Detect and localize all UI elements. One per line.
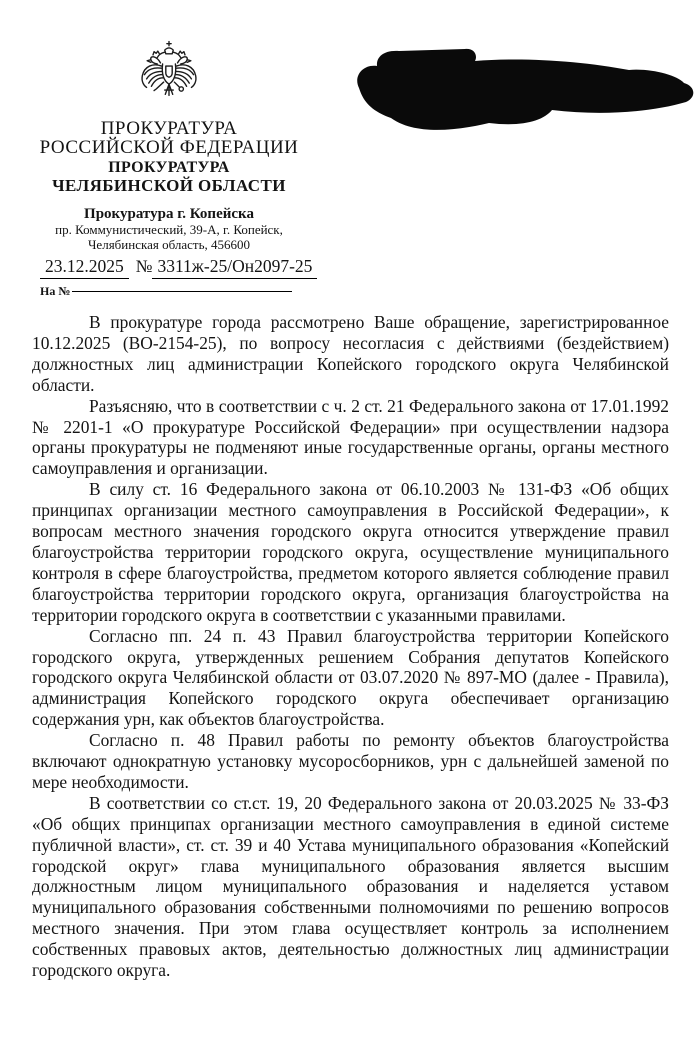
body-paragraph: В прокуратуре города рассмотрено Ваше обращение, зарегистрированное 10.12.2025 (ВО-2154-25), по вопросу несогласия с действиями (бездействием) должностных лиц администрации Копейского городского округа Челябинской области. — [32, 312, 669, 395]
org-name-line-1: ПРОКУРАТУРА — [100, 118, 238, 139]
org-name-line-3: ПРОКУРАТУРА — [108, 159, 230, 176]
ref-underline — [72, 281, 292, 292]
address-line-1: пр. Коммунистический, 39-А, г. Копейск, — [55, 222, 283, 237]
body-paragraph: Разъясняю, что в соответствии с ч. 2 ст. 21 Федерального закона от 17.01.1992 № 2201-1 «О прокуратуре Российской Федерации» при осуществлении надзора органы прокуратуры не подменяют иные государственные органы, органы местного самоуправления и организации. — [32, 395, 669, 479]
coat-of-arms-icon — [28, 36, 310, 112]
org-name-line-2: РОССИЙСКОЙ ФЕДЕРАЦИИ — [39, 137, 299, 158]
doc-number-field: 3311ж-25/Он2097-25 — [152, 256, 317, 279]
body-paragraph: Согласно п. 48 Правил работы по ремонту объектов благоустройства включают однократную установку мусоросборников, урн с дальнейшей заменой по мере необходимости. — [32, 730, 669, 792]
ref-number-row — [40, 280, 292, 298]
redaction-mark — [347, 44, 699, 136]
date-field: 23.12.2025 — [40, 256, 129, 279]
body-paragraph: В силу ст. 16 Федерального закона от 06.10.2003 № 131-ФЗ «Об общих принципах организации местного самоуправления в Российской Федерации», к вопросам местного значения городского округа относится утверждение правил благоустройства территории городского округа, осуществление муниципального контроля в сфере благоустройства, предметом которого является соблюдение правил благоустройства территории городского округа, организация благоустройства на территории городского округа в соответствии с указанными правилами. — [32, 479, 669, 625]
office-name: Прокуратура г. Копейска — [84, 206, 254, 222]
body-paragraph: В соответствии со ст.ст. 19, 20 Федерального закона от 20.03.2025 № 33-ФЗ «Об общих принципах организации местного самоуправления в единой системе публичной власти», ст. ст. 39 и 40 Устава муниципального образования «Копейский городской округ» глава муниципального образования является высшим должностным лицом муниципального образования и наделяется уставом муниципального образования собственными полномочиями по решению вопросов местного значения. При этом глава осуществляет контроль за исполнением собственных правовых актов, деятельностью должностных лиц администрации городского округа. — [32, 792, 669, 981]
letter-body — [32, 312, 669, 981]
body-paragraph: Согласно пп. 24 п. 43 Правил благоустройства территории Копейского городского округа, утвержденных решением Собрания депутатов Копейского городского округа Челябинской области от 03.07.2020 № 897-МО (далее - Правила), администрация Копейского городского округа обеспечивает организацию содержания урн, как объектов благоустройства. — [32, 625, 669, 730]
letterhead — [28, 36, 310, 251]
org-name-line-4: ЧЕЛЯБИНСКОЙ ОБЛАСТИ — [52, 176, 286, 195]
ref-label-clipped: На № — [40, 284, 71, 298]
date-number-row — [40, 256, 313, 279]
number-sign: № — [135, 256, 153, 276]
address-line-2: Челябинская область, 456600 — [87, 236, 251, 252]
